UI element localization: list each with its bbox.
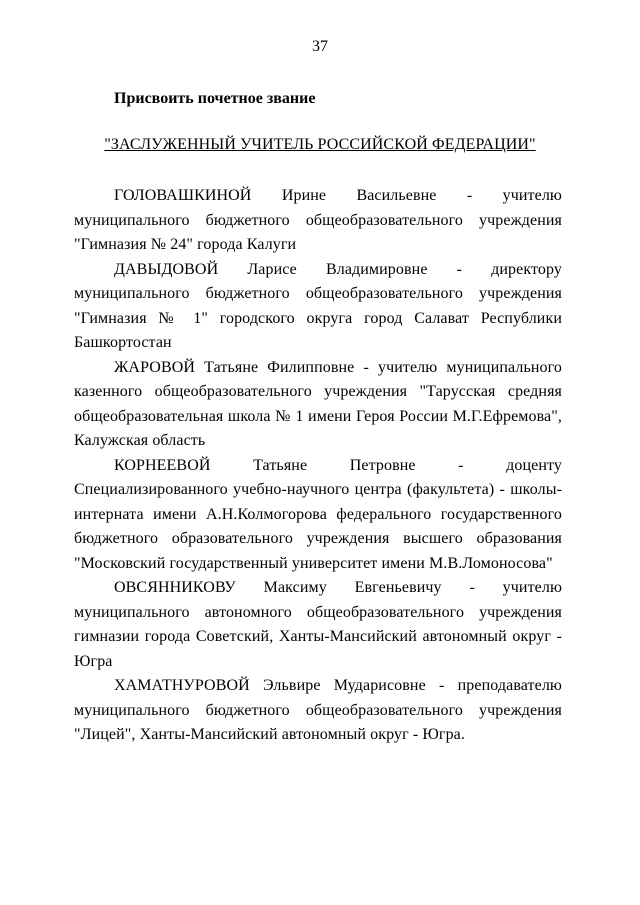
awardee-entry-1: ГОЛОВАШКИНОЙ Ирине Васильевне - учителю муниципального бюджетного общеобразовательного учреждения "Гимназия № 24" города Калуги (74, 187, 562, 253)
awardee-entry-4: КОРНЕЕВОЙ Татьяне Петровне - доценту Специализированного учебно-научного центра (факультета) - школы-интерната имени А.Н.Колмогорова федерального государственного бюджетного образовательного учреждения высшего образования "Московский государственный университет имени М.В.Ломоносова" (74, 456, 562, 572)
awardee-entry-6: ХАМАТНУРОВОЙ Эльвире Мударисовне - преподавателю муниципального бюджетного общеобразовательного учреждения "Лицей", Ханты-Мансийский автономный округ - Югра. (74, 677, 562, 743)
page-number: 37 (312, 38, 328, 55)
decree-heading: Присвоить почетное звание (114, 90, 316, 107)
awardee-list (74, 184, 562, 748)
awardee-entry-2: ДАВЫДОВОЙ Ларисе Владимировне - директору муниципального бюджетного общеобразовательного учреждения "Гимназия № 1" городского округа город Салават Республики Башкортостан (74, 260, 562, 351)
awardee-entry-3: ЖАРОВОЙ Татьяне Филипповне - учителю муниципального казенного общеобразовательного учреждения "Тарусская средняя общеобразовательная школа № 1 имени Героя России М.Г.Ефремова", Калужская область (74, 358, 562, 449)
honorary-title: "ЗАСЛУЖЕННЫЙ УЧИТЕЛЬ РОССИЙСКОЙ ФЕДЕРАЦИИ" (104, 136, 536, 153)
awardee-entry-5: ОВСЯННИКОВУ Максиму Евгеньевичу - учителю муниципального автономного общеобразовательного учреждения гимназии города Советский, Ханты-Мансийский автономный округ - Югра (74, 579, 562, 670)
